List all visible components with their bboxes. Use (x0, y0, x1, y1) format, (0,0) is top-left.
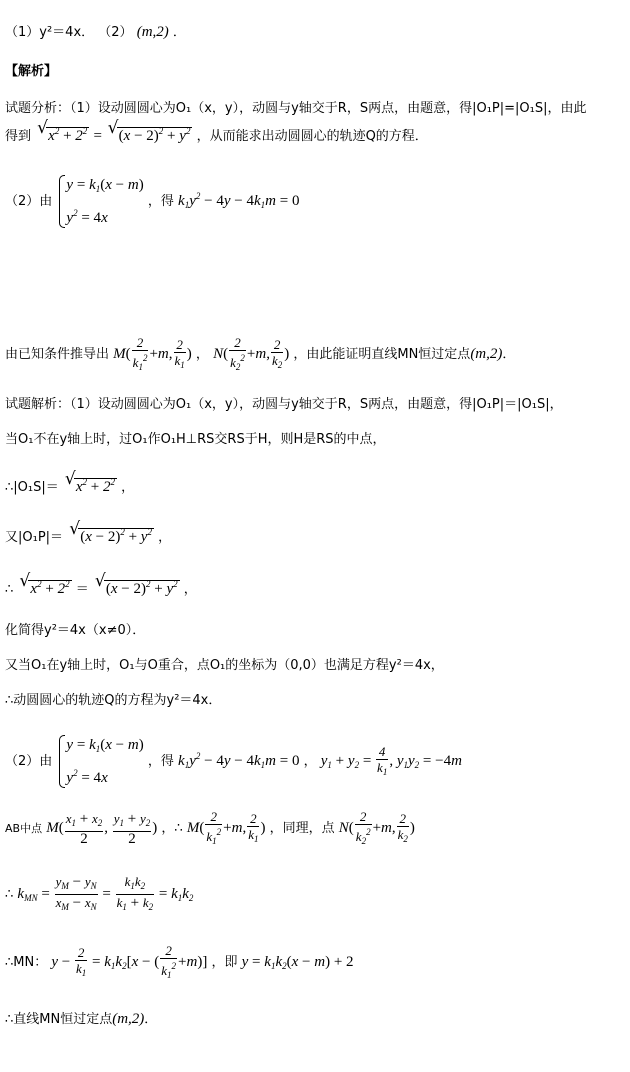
solution-line-10 (5, 808, 415, 849)
solution-line11-prefix: ∴ (5, 887, 14, 902)
formula-sqrt-dist: √ $(x - 2)^2 + y^2$ (108, 123, 193, 145)
solution-label: 试题解析： (5, 397, 71, 412)
solution-line-11 (5, 874, 193, 918)
solution-line13-prefix: ∴直线MN恒过定点 (5, 1012, 113, 1027)
solution-line10-mid1: ，∴ (161, 821, 183, 836)
answer-part1: （1）y²＝4x． (5, 25, 95, 40)
answer-end: ． (172, 25, 186, 40)
answer-part2-prefix: （2） (98, 25, 133, 40)
formula-line-mn-simplified: $y = k_1k_2(x - m) + 2$ (241, 954, 354, 971)
solution-line-6: 化简得y²＝4x（x≠0）． (5, 623, 146, 638)
solution-line-9 (5, 732, 462, 790)
solution-line13-end: ． (144, 1012, 158, 1027)
solution-line9-prefix: （2）由 (5, 754, 53, 769)
solution-line-5 (5, 576, 197, 598)
solution-line-13 (5, 1011, 157, 1028)
formula-quadratic: $k_1y^2 - 4y - 4k_1m = 0$ (178, 191, 300, 210)
solution-line-3 (5, 474, 134, 496)
solution-line-7: 又当O₁在y轴上时，O₁与O重合，点O₁的坐标为（0,0）也满足方程y²＝4x， (5, 658, 444, 673)
analysis-line4-point: (m,2) (470, 346, 503, 362)
formula-slope-mn: $k_{MN}$ = $\frac{y_M - y_N}{x_M - x_N}$ = $\frac{k_1k_2}{k_1 + k_2}$ = $k_1k_2$ (17, 874, 194, 913)
answer-line (5, 24, 186, 41)
analysis-line-3 (5, 172, 299, 230)
solution-line-12 (5, 942, 354, 986)
formula-sqrt-x2-plus-4: √ $x^2 + 2^2$ (65, 474, 117, 496)
solution-line4-prefix: 又|O₁P|＝ (5, 530, 64, 545)
analysis-text-1: （1）设动圆圆心为O₁（x，y），动圆与y轴交于R，S两点，由题意，得|O₁P|=|O₁S|，由此 (70, 101, 587, 116)
formula-point-n: N( $\frac{2}{k_2^2}$ +m, $\frac{2}{k_2}$ ) (338, 808, 415, 846)
formula-quadratic: $k_1y^2 - 4y - 4k_1m = 0$ (178, 751, 300, 770)
answer-point: (m,2) (136, 24, 169, 40)
analysis-heading: 【解析】 (5, 64, 58, 79)
solution-line-8: ∴动圆圆心的轨迹Q的方程为y²＝4x． (5, 693, 222, 708)
equation-system: $y = k_1(x - m)$ $y^2 = 4x$ (56, 173, 143, 230)
analysis-line3-mid: ，得 (147, 194, 174, 209)
formula-sqrt-dist: √ $(x - 2)^2 + y^2$ (69, 524, 154, 546)
formula-point-m: M( $\frac{2}{k_1^2}$ +m, $\frac{2}{k_1}$ ) (113, 334, 192, 372)
analysis-line4-prefix: 由已知条件推导出 (5, 347, 110, 362)
solution-line4-end: ， (158, 530, 172, 545)
solution-line3-end: ， (121, 480, 135, 495)
formula-sqrt-x2-plus-4: √ $x^2 + 2^2$ (37, 123, 89, 145)
formula-vieta: $y_1 + y_2$ = $\frac{4}{k_1}$ , $y_1y_2 = -4m$ (320, 743, 462, 777)
analysis-line4-suffix: ，由此能证明直线MN恒过定点 (293, 347, 471, 362)
analysis-line4-sep: ， (195, 347, 209, 362)
solution-line-1 (5, 397, 563, 413)
solution-line12-mid: ，即 (211, 955, 238, 970)
solution-line13-point: (m,2) (112, 1011, 145, 1027)
analysis-line-4 (5, 334, 515, 375)
analysis-line2-prefix: 得到 (5, 129, 32, 144)
analysis-line2-suffix: ，从而能求出动圆圆心的轨迹Q的方程． (196, 129, 428, 144)
formula-sqrt-x2-plus-4: √ $x^2 + 2^2$ (19, 576, 71, 598)
solution-line9-sep: ， (303, 754, 317, 769)
solution-line5-end: ， (183, 582, 197, 597)
solution-line5-prefix: ∴ (5, 582, 14, 597)
solution-line10-prefix: AB中点 (5, 822, 43, 835)
solution-line10-mid2: ，同理，点 (269, 821, 335, 836)
formula-point-m: M( $\frac{2}{k_1^2}$ +m, $\frac{2}{k_1}$ ) (186, 808, 266, 846)
solution-line-4 (5, 524, 171, 546)
analysis-line-1 (5, 101, 587, 117)
analysis-line4-end: ． (502, 347, 516, 362)
solution-line-2: 当O₁不在y轴上时，过O₁作O₁H⊥RS交RS于H，则H是RS的中点， (5, 432, 386, 447)
formula-line-mn: y − $\frac{2}{k_1}$ = $k_1k_2[x$ − ( $\frac{2}{k_1^2}$ +m)] (51, 942, 208, 980)
solution-line5-eq: ＝ (75, 582, 89, 597)
analysis-label: 试题分析： (5, 101, 71, 116)
solution-line9-mid: ，得 (147, 754, 174, 769)
analysis-line3-prefix: （2）由 (5, 194, 53, 209)
equation-system: $y = k_1(x - m)$ $y^2 = 4x$ (56, 733, 143, 790)
formula-sqrt-dist: √ $(x - 2)^2 + y^2$ (95, 576, 180, 598)
solution-line12-prefix: ∴MN： (5, 955, 48, 970)
formula-midpoint: M( $\frac{x_1 + x_2}{2}$ , $\frac{y_1 + y_2}{2}$ ) (46, 810, 158, 847)
solution-line3-prefix: ∴|O₁S|＝ (5, 480, 59, 495)
formula-point-n: N( $\frac{2}{k_2^2}$ +m, $\frac{2}{k_2}$ ) (213, 334, 290, 372)
solution-text-1: （1）设动圆圆心为O₁（x，y），动圆与y轴交于R，S两点，由题意，得|O₁P|＝|O₁S|， (70, 397, 563, 412)
analysis-line-2: 得到 √ $x^2 + 2^2$ = √ $(x - 2)^2 + y^2$ ，从而能求出动圆圆心的轨迹Q的方程． (5, 123, 428, 145)
